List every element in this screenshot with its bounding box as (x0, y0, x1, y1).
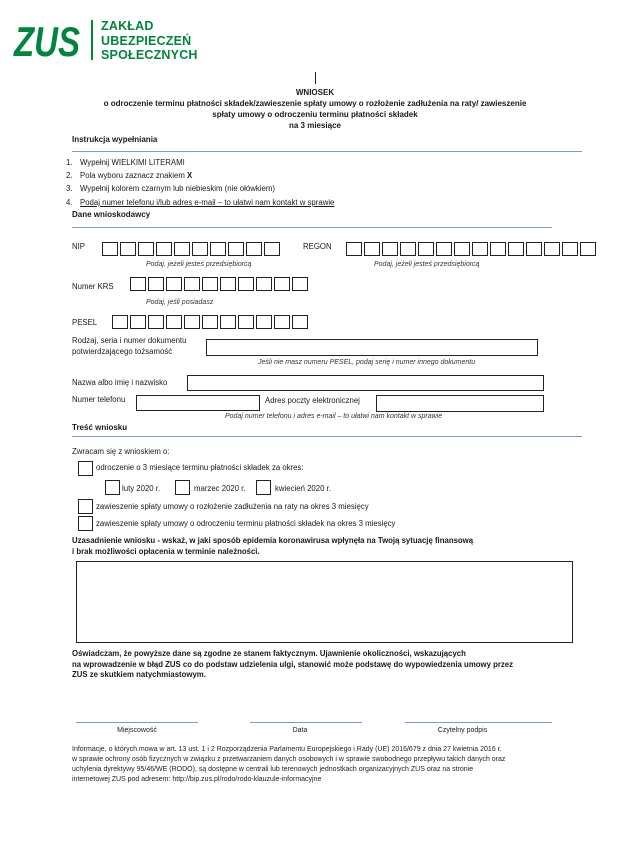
regon-digit[interactable] (364, 242, 380, 256)
logo-line-3: SPOŁECZNYCH (101, 48, 198, 62)
instruction-item-3: 3. Wypełnij kolorem czarnym lub niebieskim (nie ołówkiem) (66, 184, 275, 193)
pesel-digit[interactable] (148, 315, 164, 329)
regon-boxes[interactable] (346, 242, 598, 256)
month-mar-label: marzec 2020 r. (194, 484, 246, 493)
email-label: Adres poczty elektronicznej (265, 396, 360, 405)
deferral-checkbox[interactable] (78, 461, 93, 476)
krs-hint: Podaj, jeśli posiadasz (146, 299, 214, 306)
nip-digit[interactable] (102, 242, 118, 256)
justification-textarea[interactable] (76, 561, 573, 643)
regon-digit[interactable] (526, 242, 542, 256)
pesel-digit[interactable] (292, 315, 308, 329)
month-feb-checkbox[interactable] (105, 480, 120, 495)
pesel-digit[interactable] (130, 315, 146, 329)
regon-digit[interactable] (508, 242, 524, 256)
krs-digit[interactable] (274, 277, 290, 291)
id-document-label-line-2: potwierdzającego tożsamość (72, 347, 173, 356)
pesel-digit[interactable] (166, 315, 182, 329)
id-document-label: Rodzaj, seria i numer dokumentu (72, 336, 187, 345)
krs-digit[interactable] (184, 277, 200, 291)
month-mar-checkbox[interactable] (175, 480, 190, 495)
nip-boxes[interactable] (102, 242, 282, 256)
form-title-line-2: o odroczenie terminu płatności składek/zawieszenie spłaty umowy o rozłożenie zadłużenia na raty/ zawieszenie (103, 99, 527, 108)
nip-digit[interactable] (210, 242, 226, 256)
nip-digit[interactable] (120, 242, 136, 256)
name-input[interactable] (187, 375, 544, 391)
logo-line-1: ZAKŁAD (101, 19, 154, 33)
declaration-text: Oświadczam, że powyższe dane są zgodne ze stanem faktycznym. Ujawnienie okoliczności, wskazujących na wprowadzenie w błąd ZUS co do podstaw udzielenia ulgi, stanowić może podstawę do wypowiedzenia umowy przez ZUS ze skutkiem natychmiastowym. (72, 649, 514, 679)
phone-label: Numer telefonu (72, 395, 126, 404)
pesel-digit[interactable] (112, 315, 128, 329)
divider (72, 227, 552, 228)
nip-digit[interactable] (246, 242, 262, 256)
regon-digit[interactable] (562, 242, 578, 256)
pesel-boxes[interactable] (112, 315, 310, 329)
deferral-option-label: odroczenie o 3 miesiące terminu płatności składek za okres: (96, 463, 304, 472)
pesel-digit[interactable] (274, 315, 290, 329)
krs-digit[interactable] (292, 277, 308, 291)
regon-digit[interactable] (346, 242, 362, 256)
month-apr-label: kwiecień 2020 r. (275, 484, 331, 493)
month-feb-label: luty 2020 r. (122, 484, 161, 493)
krs-boxes[interactable] (130, 277, 310, 291)
logo-line-2: UBEZPIECZEŃ (101, 33, 192, 48)
request-intro: Zwracam się z wnioskiem o: (72, 447, 170, 456)
nip-digit[interactable] (138, 242, 154, 256)
instruction-item-1: 1. Wypełnij WIELKIMI LITERAMI (66, 158, 185, 167)
regon-digit[interactable] (382, 242, 398, 256)
regon-digit[interactable] (472, 242, 488, 256)
divider (72, 151, 582, 152)
suspend-deferral-checkbox[interactable] (78, 516, 93, 531)
krs-digit[interactable] (130, 277, 146, 291)
place-label: Miejscowość (117, 727, 157, 734)
krs-digit[interactable] (256, 277, 272, 291)
justification-prompt: Uzasadnienie wniosku - wskaż, w jaki sposób epidemia koronawirusa wpłynęła na Twoją sytuację finansową i brak możliwości opłacenia w terminie należności. (72, 536, 474, 556)
suspend-installments-checkbox[interactable] (78, 499, 93, 514)
form-title-line-4: na 3 miesiące (288, 121, 342, 130)
regon-hint: Podaj, jeżeli jesteś przedsiębiorcą (374, 261, 480, 268)
suspend-deferral-label: zawieszenie spłaty umowy o odroczeniu terminu płatności składek na okres 3 miesięcy (96, 519, 396, 528)
regon-digit[interactable] (580, 242, 596, 256)
instruction-item-4: 4. Podaj numer telefonu i/lub adres e-mail – to ułatwi nam kontakt w sprawie (66, 198, 335, 207)
nip-digit[interactable] (228, 242, 244, 256)
email-input[interactable] (376, 395, 544, 412)
zus-logo-mark (13, 18, 82, 65)
gdpr-info: Informacje, o których mowa w art. 13 ust. 1 i 2 Rozporządzenia Parlamentu Europejskiego i Rady (UE) 2016/679 z dnia 27 kwietnia 2016 r. w sprawie ochrony osób fizycznych w związku z przetwarzaniem danych osobowych i w sprawie swobodnego przepływu takich danych oraz uchylenia dyrektywy 95/46/WE (RODO), są dostępne w centrali lub terenowych jednostkach organizacyjnych ZUS oraz na stronie internetowej ZUS pod adresem: http://bip.zus.pl/rodo/rodo-klauzule-informacyjne (72, 746, 506, 783)
krs-digit[interactable] (238, 277, 254, 291)
contact-hint: Podaj numer telefonu i adres e-mail – to ułatwi nam kontakt w sprawie (225, 413, 443, 420)
logo-divider (91, 20, 93, 60)
nip-digit[interactable] (156, 242, 172, 256)
form-title: WNIOSEK (295, 88, 335, 97)
signature-label: Czytelny podpis (437, 727, 488, 734)
krs-digit[interactable] (166, 277, 182, 291)
nip-digit[interactable] (192, 242, 208, 256)
regon-digit[interactable] (490, 242, 506, 256)
suspend-installments-label: zawieszenie spłaty umowy o rozłożenie zadłużenia na raty na okres 3 miesięcy (96, 502, 369, 511)
date-line[interactable] (250, 722, 362, 723)
place-line[interactable] (76, 722, 198, 723)
pesel-digit[interactable] (202, 315, 218, 329)
nip-hint: Podaj, jeżeli jesteś przedsiębiorcą (146, 261, 252, 268)
regon-digit[interactable] (454, 242, 470, 256)
month-apr-checkbox[interactable] (256, 480, 271, 495)
krs-digit[interactable] (220, 277, 236, 291)
regon-digit[interactable] (436, 242, 452, 256)
krs-digit[interactable] (148, 277, 164, 291)
regon-digit[interactable] (544, 242, 560, 256)
nip-label: NIP (72, 242, 85, 251)
form-title-line-3: spłaty umowy o odroczeniu terminu płatności składek (212, 110, 418, 119)
logo-wordmark (101, 19, 198, 63)
instructions-heading: Instrukcja wypełniania (72, 135, 158, 144)
logo-letters: ZUS (13, 18, 80, 65)
date-label: Data (292, 727, 308, 734)
regon-digit[interactable] (418, 242, 434, 256)
nip-digit[interactable] (174, 242, 190, 256)
divider (72, 436, 582, 437)
name-label: Nazwa albo imię i nazwisko (72, 378, 168, 387)
text-cursor (315, 72, 316, 84)
id-document-input[interactable] (206, 339, 538, 356)
phone-input[interactable] (136, 395, 260, 411)
pesel-digit[interactable] (220, 315, 236, 329)
pesel-digit[interactable] (256, 315, 272, 329)
pesel-label: PESEL (72, 318, 98, 327)
instruction-item-2: 2. Pola wyboru zaznacz znakiem X (66, 171, 193, 180)
signature-line[interactable] (405, 722, 552, 723)
applicant-heading: Dane wnioskodawcy (72, 210, 151, 219)
regon-label: REGON (303, 242, 332, 251)
krs-digit[interactable] (202, 277, 218, 291)
pesel-digit[interactable] (238, 315, 254, 329)
request-heading: Treść wniosku (72, 423, 128, 432)
pesel-digit[interactable] (184, 315, 200, 329)
id-document-hint: Jeśli nie masz numeru PESEL, podaj serię i numer innego dokumentu (258, 359, 476, 366)
nip-digit[interactable] (264, 242, 280, 256)
regon-digit[interactable] (400, 242, 416, 256)
krs-label: Numer KRS (72, 282, 114, 291)
